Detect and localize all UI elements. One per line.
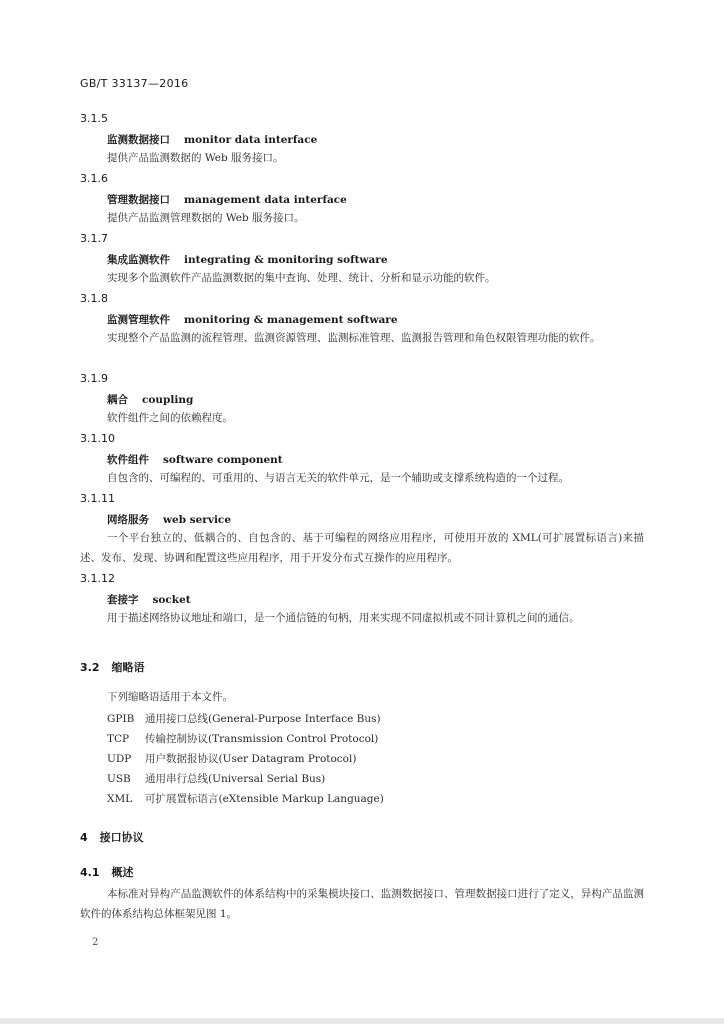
abbreviation-item [107,791,384,806]
term-chinese: 监测数据接口 [107,134,170,146]
clause-number: 3.1.7 [80,232,108,245]
page-number: 2 [92,937,99,948]
term-english: coupling [142,394,194,406]
abbreviations-intro: 下列缩略语适用于本文件。 [107,691,233,703]
abbreviation-expansion: 通用串行总线(Universal Serial Bus) [145,773,326,785]
term-chinese: 网络服务 [107,514,149,526]
term-definition: 软件组件之间的依赖程度。 [107,412,233,424]
abbreviation: GPIB [107,713,135,725]
term-definition: 实现多个监测软件产品监测数据的集中查询、处理、统计、分析和显示功能的软件。 [107,272,496,284]
chapter-number: 4 [80,831,88,844]
abbreviation: USB [107,773,131,785]
term-heading [107,312,398,327]
abbreviation: UDP [107,753,132,765]
clause-number: 3.1.12 [80,572,115,585]
term-english: socket [152,594,191,606]
clause-number: 3.1.9 [80,372,108,385]
section-number: 3.2 [80,661,100,674]
abbreviation-item [107,731,378,746]
term-definition: 实现整个产品监测的流程管理、监测资源管理、监测标准管理、监测报告管理和角色权限管理功能的软件。 [107,332,601,344]
term-definition: 提供产品监测管理数据的 Web 服务接口。 [107,212,305,224]
abbreviation-expansion: 可扩展置标语言(eXtensible Markup Language) [145,793,384,805]
term-heading [107,512,231,527]
term-definition: 提供产品监测数据的 Web 服务接口。 [107,152,284,164]
abbreviation-expansion: 通用接口总线(General-Purpose Interface Bus) [145,713,381,725]
term-chinese: 集成监测软件 [107,254,170,266]
term-english: software component [163,454,283,466]
section-title: 缩略语 [111,661,145,674]
abbreviation-item [107,751,356,766]
term-definition: 用于描述网络协议地址和端口，是一个通信链的句柄，用来实现不同虚拟机或不同计算机之间的通信。 [107,612,580,624]
clause-number: 3.1.11 [80,492,115,505]
term-english: integrating & monitoring software [184,254,388,266]
clause-number: 3.1.8 [80,292,108,305]
term-heading [107,252,388,267]
abbreviation-item [107,711,381,726]
standard-number-header: GB/T 33137—2016 [80,77,189,90]
term-chinese: 耦合 [107,394,128,406]
term-heading [107,452,283,467]
term-heading [107,132,317,147]
clause-number: 3.1.5 [80,112,108,125]
term-english: monitor data interface [184,134,318,146]
chapter-heading [80,829,144,845]
abbreviation-item [107,771,325,786]
term-definition: 自包含的、可编程的、可重用的、与语言无关的软件单元，是一个辅助或支撑系统构造的一个过程。 [107,472,569,484]
abbreviation: TCP [107,733,130,745]
clause-number: 3.1.6 [80,172,108,185]
term-chinese: 软件组件 [107,454,149,466]
term-english: management data interface [184,194,347,206]
term-heading [107,192,347,207]
section-number: 4.1 [80,866,100,879]
term-english: web service [163,514,232,526]
page-bottom-edge [0,1018,724,1024]
abbreviation-expansion: 传输控制协议(Transmission Control Protocol) [145,733,379,745]
term-heading [107,392,193,407]
abbreviation-expansion: 用户数据报协议(User Datagram Protocol) [145,753,357,765]
section-heading [80,659,145,675]
term-definition: 一个平台独立的、低耦合的、自包含的、基于可编程的网络应用程序，可使用开放的 XML(可扩展置标语言)来描述、发布、发现、协调和配置这些应用程序，用于开发分布式互操作的应用程序。 [80,532,644,564]
term-chinese: 管理数据接口 [107,194,170,206]
term-chinese: 监测管理软件 [107,314,170,326]
clause-number: 3.1.10 [80,432,115,445]
term-heading [107,592,191,607]
chapter-title: 接口协议 [99,831,144,844]
term-english: monitoring & management software [184,314,398,326]
overview-paragraph: 本标准对异构产品监测软件的体系结构中的采集模块接口、监测数据接口、管理数据接口进行了定义，异构产品监测软件的体系结构总体框架见图 1。 [80,888,644,920]
term-chinese: 套接字 [107,594,139,606]
section-heading [80,864,134,880]
section-title: 概述 [111,866,134,879]
abbreviation: XML [107,793,133,805]
